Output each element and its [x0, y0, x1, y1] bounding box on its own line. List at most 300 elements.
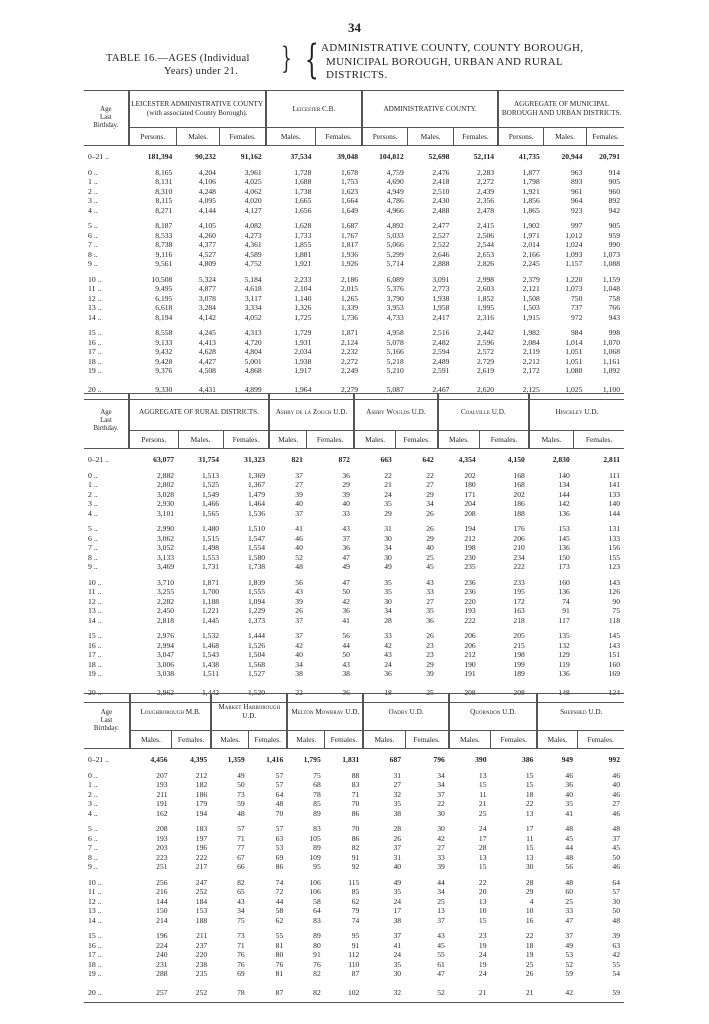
- value-cell: 943: [608, 312, 620, 322]
- value-cell: 17: [478, 833, 487, 843]
- column-header: Females.: [577, 731, 624, 749]
- value-cell: 2,488: [432, 205, 450, 215]
- value-cell: 2,773: [432, 284, 450, 293]
- value-cell: 1,024: [565, 240, 583, 249]
- column-header: Females.: [249, 731, 288, 749]
- age-label: 19 ..: [88, 969, 102, 978]
- group-title: [529, 394, 624, 431]
- value-cell: 1,073: [565, 284, 583, 293]
- value-cell: 28: [525, 877, 534, 887]
- value-cell: 52: [437, 987, 445, 997]
- value-cell: 90,232: [195, 152, 216, 161]
- value-cell: 2,516: [432, 328, 450, 337]
- value-cell: 758: [608, 293, 620, 303]
- total-row: [84, 152, 624, 168]
- value-cell: 62: [275, 915, 284, 925]
- value-cell: 176: [513, 524, 525, 533]
- value-cell: 237: [195, 940, 208, 950]
- value-cell: 20: [478, 887, 487, 896]
- value-cell: 203: [156, 843, 168, 852]
- value-cell: 136: [558, 543, 570, 552]
- value-cell: 8,738: [155, 240, 173, 249]
- value-cell: 3,006: [156, 659, 175, 669]
- age-label: 11 ..: [88, 284, 102, 293]
- value-cell: 9,116: [155, 249, 173, 259]
- value-cell: 206: [464, 631, 476, 640]
- value-cell: 29: [384, 508, 392, 518]
- column-header: Females.: [480, 431, 529, 449]
- age-label: 0–21 ..: [88, 152, 109, 161]
- value-cell: 34: [437, 887, 445, 896]
- value-cell: 217: [195, 862, 208, 871]
- value-cell: 34: [295, 659, 303, 669]
- value-cell: 942: [608, 205, 620, 215]
- value-cell: 6,089: [386, 274, 404, 284]
- value-cell: 37: [612, 833, 620, 843]
- value-cell: 5,066: [386, 240, 404, 249]
- value-cell: 4,804: [244, 347, 262, 356]
- value-cell: 235: [195, 969, 208, 978]
- value-cell: 70: [351, 824, 360, 833]
- value-cell: 85: [313, 799, 321, 808]
- value-cell: 961: [571, 186, 583, 196]
- value-cell: 4,106: [198, 177, 216, 186]
- value-cell: 1,982: [522, 328, 540, 337]
- value-cell: 25: [426, 687, 434, 697]
- value-cell: 44: [342, 640, 350, 650]
- value-cell: 90: [612, 596, 620, 606]
- value-cell: 5,218: [386, 356, 404, 366]
- group-title-text: Leicester C.B.: [292, 104, 336, 113]
- value-cell: 1,511: [202, 669, 220, 678]
- value-cell: 2,233: [294, 274, 312, 284]
- value-cell: 4,361: [244, 240, 262, 249]
- value-cell: 43: [384, 650, 392, 659]
- group-title-text: Ashby de la Zouch U.D.: [275, 407, 348, 416]
- value-cell: 49: [393, 877, 402, 887]
- age-label: 20 ..: [88, 687, 102, 697]
- value-cell: 72: [275, 887, 284, 896]
- value-cell: 43: [295, 587, 303, 596]
- value-cell: 169: [608, 669, 620, 678]
- value-cell: 22: [426, 470, 434, 480]
- value-cell: 1,817: [341, 240, 359, 249]
- value-cell: 4,892: [386, 221, 404, 230]
- age-row: [84, 853, 624, 863]
- value-cell: 1,526: [247, 640, 266, 650]
- value-cell: 43: [237, 896, 245, 906]
- value-cell: 74: [351, 915, 360, 925]
- value-cell: 905: [608, 221, 620, 230]
- value-cell: 64: [612, 877, 620, 887]
- value-cell: 78: [237, 987, 245, 997]
- value-cell: 1,520: [247, 687, 266, 697]
- value-cell: 27: [295, 480, 303, 489]
- value-cell: 28: [478, 843, 487, 852]
- age-row: [84, 168, 624, 178]
- value-cell: 35: [384, 587, 392, 596]
- value-cell: 6,618: [155, 303, 173, 312]
- value-cell: 4,868: [244, 366, 262, 375]
- value-cell: 145: [558, 533, 570, 543]
- value-cell: 642: [422, 455, 434, 464]
- value-cell: 4,105: [198, 221, 216, 230]
- column-header: Males.: [266, 128, 316, 146]
- age-row: [84, 187, 624, 197]
- value-cell: 115: [348, 877, 360, 887]
- value-cell: 29: [426, 659, 434, 669]
- value-cell: 52,114: [473, 152, 495, 161]
- value-cell: 1,359: [227, 755, 245, 764]
- age-label: 17 ..: [88, 650, 102, 659]
- value-cell: 13: [478, 770, 487, 780]
- value-cell: 55: [275, 931, 284, 940]
- age-label: 19 ..: [88, 366, 102, 375]
- age-row: [84, 240, 624, 250]
- value-cell: 15: [525, 770, 534, 780]
- column-header: Males.: [287, 731, 325, 749]
- value-cell: 23: [478, 931, 487, 940]
- value-cell: 179: [195, 799, 208, 808]
- value-cell: 48: [275, 799, 284, 808]
- value-cell: 3,117: [244, 293, 262, 303]
- value-cell: 22: [478, 877, 487, 887]
- value-cell: 1,367: [247, 480, 266, 489]
- value-cell: 2,282: [156, 596, 175, 606]
- group-title-text: LEICESTER ADMINISTRATIVE COUNTY (with associated County Borough).: [131, 100, 264, 117]
- value-cell: 110: [348, 959, 360, 969]
- value-cell: 3,028: [156, 489, 175, 499]
- value-cell: 923: [571, 205, 583, 215]
- value-cell: 34: [237, 906, 245, 915]
- value-cell: 198: [464, 543, 476, 552]
- value-cell: 1,527: [247, 669, 266, 678]
- value-cell: 236: [464, 577, 476, 587]
- age-row: [84, 771, 624, 781]
- value-cell: 9,561: [155, 259, 173, 268]
- value-cell: 11: [479, 789, 487, 799]
- value-cell: 4,752: [244, 259, 262, 268]
- value-cell: 2,478: [477, 205, 495, 215]
- value-cell: 1,733: [294, 230, 312, 240]
- value-cell: 22: [525, 931, 534, 940]
- value-cell: 5,001: [244, 356, 262, 366]
- value-cell: 5,714: [386, 259, 404, 268]
- column-header: Females.: [220, 128, 266, 146]
- value-cell: 11: [526, 833, 534, 843]
- value-cell: 26: [295, 606, 303, 615]
- value-cell: 55: [612, 959, 620, 969]
- table-subtitle-line-2: MUNICIPAL BOROUGH, URBAN AND RURAL: [326, 55, 564, 68]
- value-cell: 3,062: [156, 533, 175, 543]
- age-label: 15 ..: [88, 631, 102, 640]
- value-cell: 193: [156, 833, 168, 843]
- column-header: Persons.: [129, 431, 178, 449]
- value-cell: 42: [565, 987, 574, 997]
- value-cell: 42: [342, 596, 350, 606]
- value-cell: 1,700: [201, 587, 220, 596]
- value-cell: 236: [464, 587, 476, 596]
- value-cell: 984: [571, 328, 583, 337]
- value-cell: 22: [295, 687, 303, 697]
- value-cell: 4,095: [198, 196, 216, 205]
- total-row: [84, 455, 624, 471]
- value-cell: 10: [478, 906, 487, 915]
- value-cell: 22: [437, 799, 445, 808]
- value-cell: 50: [612, 906, 620, 915]
- value-cell: 2,962: [156, 687, 175, 697]
- value-cell: 40: [612, 780, 620, 789]
- value-cell: 2,245: [522, 259, 540, 268]
- value-cell: 3,047: [156, 650, 175, 659]
- value-cell: 8,558: [155, 328, 173, 337]
- value-cell: 2,506: [477, 230, 495, 240]
- value-cell: 2,272: [477, 177, 495, 186]
- age-label: 9 ..: [88, 862, 98, 871]
- value-cell: 76: [237, 959, 245, 969]
- age-label: 10 ..: [88, 577, 102, 587]
- value-cell: 36: [426, 615, 434, 625]
- value-cell: 37: [295, 631, 303, 640]
- value-cell: 2,212: [522, 356, 540, 366]
- value-cell: 4,508: [198, 366, 216, 375]
- value-cell: 194: [195, 808, 208, 818]
- value-cell: 22: [525, 799, 534, 808]
- value-cell: 8,271: [155, 205, 173, 215]
- value-cell: 47: [342, 552, 350, 562]
- value-cell: 36: [342, 687, 350, 697]
- value-cell: 193: [464, 606, 476, 615]
- value-cell: 1,729: [294, 328, 312, 337]
- value-cell: 81: [275, 940, 284, 950]
- value-cell: 1,865: [522, 205, 540, 215]
- value-cell: 2,522: [432, 240, 450, 249]
- left-brace-icon: {: [304, 37, 319, 83]
- age-label: 20 ..: [88, 987, 102, 997]
- value-cell: 29: [426, 489, 434, 499]
- value-cell: 3,710: [156, 577, 175, 587]
- value-cell: 184: [195, 896, 208, 906]
- value-cell: 15: [478, 780, 487, 789]
- age-header-line: Last: [100, 717, 113, 724]
- age-label: 16 ..: [88, 940, 102, 950]
- column-header: Females.: [453, 128, 498, 146]
- value-cell: 1,738: [294, 186, 312, 196]
- age-row: [84, 259, 624, 275]
- value-cell: 38: [393, 808, 402, 818]
- value-cell: 21: [478, 987, 487, 997]
- value-cell: 1,159: [602, 274, 620, 284]
- value-cell: 56: [342, 631, 350, 640]
- value-cell: 4,144: [198, 205, 216, 215]
- value-cell: 150: [156, 906, 168, 915]
- value-cell: 1,051: [565, 356, 583, 366]
- value-cell: 47: [565, 915, 574, 925]
- value-cell: 4,127: [244, 205, 262, 215]
- value-cell: 109: [309, 852, 321, 862]
- value-cell: 62: [351, 896, 360, 906]
- value-cell: 37: [295, 470, 303, 480]
- age-row: [84, 631, 624, 641]
- age-row: [84, 906, 624, 916]
- age-label: 14 ..: [88, 915, 102, 925]
- group-title-text: AGGREGATE OF MUNICIPAL BOROUGH AND URBAN DISTRICTS.: [501, 100, 622, 117]
- value-cell: 2,356: [477, 196, 495, 205]
- group-title-text: Melton Mowbray U.D.: [291, 707, 360, 716]
- age-label: 10 ..: [88, 274, 102, 284]
- value-cell: 49: [384, 562, 392, 571]
- value-cell: 194: [464, 524, 476, 533]
- value-cell: 233: [513, 577, 525, 587]
- column-header-row: [84, 731, 624, 749]
- value-cell: 1,532: [201, 631, 220, 640]
- group-title-text: Ashby Woulds U.D.: [366, 407, 426, 416]
- value-cell: 1,831: [342, 755, 360, 764]
- value-cell: 4,877: [198, 284, 216, 293]
- value-cell: 40: [565, 789, 574, 799]
- group-title-text: Quorndon U.D.: [470, 707, 517, 716]
- value-cell: 145: [608, 631, 620, 640]
- age-row: [84, 196, 624, 206]
- age-row: [84, 313, 624, 329]
- value-cell: 151: [608, 650, 620, 659]
- value-cell: 31,323: [244, 455, 266, 464]
- value-cell: 71: [351, 789, 360, 799]
- value-cell: 2,121: [522, 284, 540, 293]
- value-cell: 18: [525, 940, 534, 950]
- value-cell: 1,510: [247, 524, 266, 533]
- value-cell: 143: [608, 640, 620, 650]
- value-cell: 1,877: [522, 167, 540, 177]
- value-cell: 45: [437, 940, 445, 950]
- value-cell: 1,326: [294, 303, 312, 312]
- value-cell: 60: [565, 887, 574, 896]
- value-cell: 2,272: [341, 356, 359, 366]
- value-cell: 30: [525, 862, 534, 871]
- value-cell: 2,172: [522, 366, 540, 375]
- value-cell: 5,033: [386, 230, 404, 240]
- value-cell: 66: [237, 862, 245, 871]
- value-cell: 49: [565, 940, 574, 950]
- page-number: 34: [348, 20, 361, 35]
- value-cell: 50: [237, 780, 245, 789]
- value-cell: 949: [561, 755, 574, 764]
- value-cell: 2,994: [156, 640, 175, 650]
- age-label: 5 ..: [88, 824, 98, 833]
- value-cell: 2,603: [477, 284, 495, 293]
- value-cell: 19: [478, 940, 487, 950]
- value-cell: 55: [437, 950, 445, 959]
- value-cell: 40: [295, 499, 303, 508]
- value-cell: 8,310: [155, 186, 173, 196]
- value-cell: 76: [275, 959, 284, 969]
- value-cell: 1,856: [522, 196, 540, 205]
- value-cell: 3,961: [244, 167, 262, 177]
- value-cell: 45: [612, 843, 620, 852]
- value-cell: 46: [295, 533, 303, 543]
- group-title-text: Coalville U.D.: [460, 407, 506, 416]
- value-cell: 23: [426, 650, 434, 659]
- value-cell: 211: [196, 931, 208, 940]
- value-cell: 28: [393, 824, 402, 833]
- value-cell: 1,140: [294, 293, 312, 303]
- value-cell: 1,369: [247, 470, 266, 480]
- value-cell: 77: [237, 843, 245, 852]
- value-cell: 1,073: [602, 249, 620, 259]
- value-cell: 76: [313, 959, 321, 969]
- age-row: [84, 897, 624, 907]
- value-cell: 19: [478, 959, 487, 969]
- value-cell: 95: [351, 931, 360, 940]
- value-cell: 1,442: [201, 687, 220, 697]
- value-cell: 1,515: [201, 533, 220, 543]
- value-cell: 4,052: [244, 312, 262, 322]
- value-cell: 2,646: [432, 249, 450, 259]
- value-cell: 35: [393, 799, 402, 808]
- age-label: 0–21 ..: [88, 455, 109, 464]
- value-cell: 83: [351, 780, 360, 789]
- group-title: [287, 694, 363, 731]
- value-cell: 212: [464, 533, 476, 543]
- value-cell: 4,377: [198, 240, 216, 249]
- value-cell: 1,665: [294, 196, 312, 205]
- value-cell: 2,430: [432, 196, 450, 205]
- value-cell: 23: [426, 640, 434, 650]
- value-cell: 1,628: [294, 221, 312, 230]
- value-cell: 208: [513, 687, 525, 697]
- value-cell: 126: [608, 587, 620, 596]
- value-cell: 4,786: [386, 196, 404, 205]
- value-cell: 83: [313, 915, 321, 925]
- value-cell: 1,100: [602, 384, 620, 394]
- value-cell: 92: [351, 862, 360, 871]
- value-cell: 82: [351, 843, 360, 852]
- group-title: [130, 694, 211, 731]
- value-cell: 27: [426, 480, 434, 489]
- value-cell: 150: [558, 552, 570, 562]
- value-cell: 85: [351, 887, 360, 896]
- value-cell: 140: [608, 499, 620, 508]
- value-cell: 1,902: [522, 221, 540, 230]
- value-cell: 737: [571, 303, 583, 312]
- value-cell: 76: [237, 950, 245, 959]
- value-cell: 133: [608, 489, 620, 499]
- value-cell: 1,921: [294, 259, 312, 268]
- value-cell: 140: [558, 470, 570, 480]
- value-cell: 37,534: [290, 152, 312, 161]
- value-cell: 222: [195, 852, 208, 862]
- value-cell: 43: [342, 524, 350, 533]
- value-cell: 42: [612, 950, 620, 959]
- value-cell: 1,543: [201, 650, 220, 659]
- group-header-row: [84, 394, 624, 431]
- value-cell: 796: [433, 755, 445, 764]
- value-cell: 65: [237, 887, 245, 896]
- value-cell: 63: [612, 940, 620, 950]
- value-cell: 2,818: [156, 615, 175, 625]
- value-cell: 2,729: [477, 356, 495, 366]
- value-cell: 202: [464, 470, 476, 480]
- value-cell: 74: [562, 596, 570, 606]
- value-cell: 37: [342, 533, 350, 543]
- column-header: Males.: [408, 128, 454, 146]
- group-title: [438, 394, 529, 431]
- value-cell: 4,431: [198, 384, 216, 394]
- group-title-text: Shepshed U.D.: [560, 707, 603, 716]
- value-cell: 4,958: [386, 328, 404, 337]
- value-cell: 1,229: [247, 606, 266, 615]
- value-cell: 34: [384, 543, 392, 552]
